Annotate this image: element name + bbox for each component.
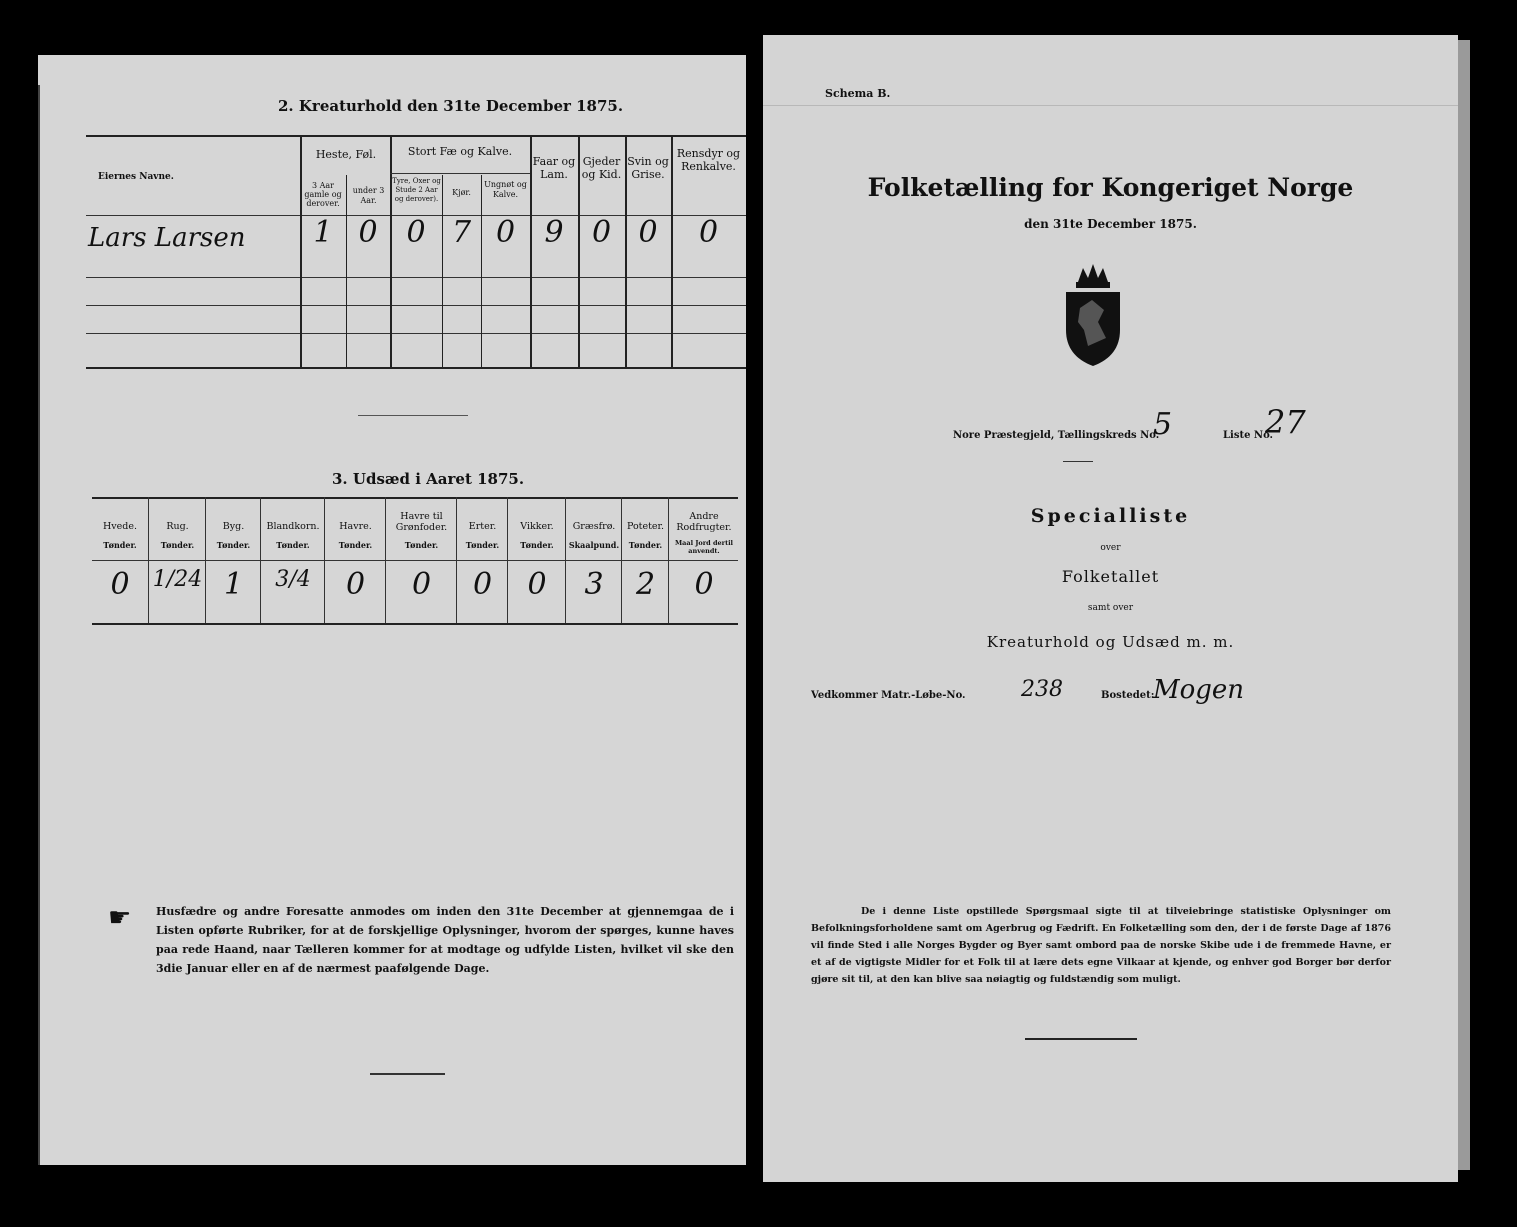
col-line	[300, 135, 302, 367]
parish-label: Nore Præstegjeld, Tællingskreds No.	[953, 430, 1160, 441]
bosted-value: Mogen	[1153, 675, 1245, 705]
seed-header-unit: Tønder.	[338, 540, 373, 550]
col-line	[442, 175, 443, 367]
seed-value: 3	[584, 567, 604, 602]
tyre-header: Tyre, Oxer og Stude 2 Aar og derover).	[392, 177, 441, 203]
main-title: Folketælling for Kongeriget Norge	[867, 173, 1354, 202]
bosted-label: Bostedet:	[1101, 690, 1155, 701]
seed-header-unit: Tønder.	[465, 540, 500, 550]
seed-value: 2	[635, 567, 656, 602]
seed-column	[385, 497, 457, 623]
samt-over-label: samt over	[1087, 603, 1134, 613]
seed-column	[205, 497, 261, 623]
over-label: over	[1100, 543, 1121, 553]
seed-value: 0	[110, 567, 130, 602]
seed-header-unit: Tønder.	[276, 540, 310, 550]
livestock-value: 0	[698, 215, 719, 250]
seed-header-name: Poteter.	[626, 521, 665, 532]
row-rule	[86, 333, 746, 334]
heste-young-header: under 3 Aar.	[352, 186, 385, 205]
seed-header-unit: Tønder.	[216, 540, 251, 550]
seed-value: 0	[345, 567, 366, 602]
seed-column	[621, 497, 669, 623]
livestock-value: 0	[591, 215, 612, 250]
gjeder-header: Gjeder og Kid.	[581, 155, 622, 181]
stort-fae-header: Stort Fæ og Kalve.	[407, 145, 513, 158]
notice-text: Husfædre og andre Foresatte anmodes om inden den 31te December at gjennemgaa de i Listen opførte Rubriker, for at de forskjellige Oplysninger, hvorom der spørges, kunne haves paa rede Haand, naar Tælleren kommer for at modtage og udfylde Listen, hvilket vil ske den 3die Januar eller en af de nærmest paafølgende Dage.	[156, 905, 734, 975]
norwegian-coat-of-arms-icon	[1058, 260, 1128, 370]
seed-header-name: Blandkorn.	[266, 521, 320, 532]
right-page	[763, 35, 1458, 1182]
separator	[358, 415, 468, 416]
table-top-rule	[86, 135, 746, 137]
seed-column	[565, 497, 622, 623]
seed-header-unit: Skaalpund.	[568, 540, 620, 550]
ungnot-header: Ungnøt og Kalve.	[484, 180, 527, 199]
seed-header-unit: Tønder.	[404, 540, 439, 550]
seed-column	[324, 497, 386, 623]
seed-header-name: Græsfrø.	[572, 521, 616, 532]
seed-header-name: Byg.	[222, 521, 245, 532]
seed-header-name: Havre til Grønfoder.	[395, 511, 448, 533]
seed-header-name: Hvede.	[103, 521, 137, 532]
seed-header-unit: Tønder.	[103, 540, 137, 550]
seed-value: 0	[694, 567, 714, 602]
tellingskreds-no: 5	[1153, 407, 1173, 442]
table-bottom-rule	[86, 367, 746, 369]
owner-header: Eiernes Navne.	[98, 172, 174, 182]
section3-title: 3. Udsæd i Aaret 1875.	[332, 470, 525, 488]
page-stack-edge	[1456, 40, 1470, 1170]
livestock-value: 0	[358, 215, 378, 250]
faar-header: Faar og Lam.	[532, 155, 576, 181]
seed-value: 0	[527, 567, 547, 602]
owner-name: Lars Larsen	[88, 223, 246, 253]
folketallet-label: Folketallet	[1061, 567, 1160, 586]
bottom-rule	[1025, 1038, 1137, 1040]
seed-table-bottom-rule	[92, 623, 738, 625]
seed-header-name: Erter.	[468, 521, 497, 532]
livestock-value: 0	[406, 215, 426, 250]
short-rule	[1063, 461, 1093, 462]
heste-header: Heste, Føl.	[315, 148, 377, 161]
heste-old-header: 3 Aar gamle og derover.	[304, 181, 342, 208]
livestock-value: 1	[313, 215, 333, 250]
kreaturhold-label: Kreaturhold og Udsæd m. m.	[986, 633, 1235, 651]
info-paragraph: De i denne Liste opstillede Spørgsmaal sigte til at tilveiebringe statistiske Oplysninger om Befolkningsforholdene samt om Agerbrug og Fædrift. En Folketælling som den, der i de første Dage af 1876 vil finde Sted i alle Norges Bygder og Byer samt ombord paa de norske Skibe ude i de fremmede Havne, er et af de vigtigste Midler for et Folk til at lære dets egne Vilkaar at kjende, og enhver god Borger bør derfor gjøre sit til, at den kan blive saa nøiagtig og fuldstændig som muligt.	[811, 906, 1391, 985]
row-rule	[86, 277, 746, 278]
seed-header-unit: Tønder.	[520, 540, 554, 550]
matr-label: Vedkommer Matr.-Løbe-No.	[811, 690, 966, 701]
seed-column	[507, 497, 566, 623]
left-page	[38, 55, 746, 1165]
left-page-margin-line	[38, 85, 40, 1165]
livestock-value: 0	[638, 215, 658, 250]
row-rule	[86, 305, 746, 306]
seed-column	[260, 497, 325, 623]
bottom-separator	[370, 1073, 445, 1075]
svin-header: Svin og Grise.	[627, 155, 669, 181]
livestock-value: 0	[495, 215, 516, 250]
seed-column	[92, 497, 148, 623]
seed-header-unit: Tønder.	[160, 540, 195, 550]
seed-value: 1	[223, 567, 244, 602]
seed-header-name: Havre.	[339, 521, 372, 532]
date-line: den 31te December 1875.	[1024, 217, 1197, 231]
pointing-hand-icon: ☛	[108, 903, 132, 933]
specialliste-heading: Specialliste	[1030, 505, 1191, 527]
seed-column	[456, 497, 508, 623]
subheader-rule	[390, 173, 530, 174]
seed-header-name: Vikker.	[520, 521, 554, 532]
seed-value: 0	[472, 567, 493, 602]
section2-title: 2. Kreaturhold den 31te December 1875.	[278, 97, 624, 115]
seed-value: 1/24	[152, 567, 203, 592]
seed-header-unit: Maal Jord dertil anvendt.	[674, 539, 734, 555]
seed-value: 0	[411, 567, 432, 602]
seed-header-unit: Tønder.	[628, 540, 663, 550]
seed-header-name: Rug.	[166, 521, 189, 532]
seed-header-name: Andre Rodfrugter.	[676, 511, 732, 533]
rensdyr-header: Rensdyr og Renkalve.	[676, 147, 741, 173]
seed-value: 3/4	[275, 567, 311, 592]
livestock-value: 9	[544, 215, 564, 250]
seed-column	[148, 497, 206, 623]
liste-no: 27	[1265, 403, 1306, 441]
col-line	[390, 135, 392, 367]
matr-no: 238	[1021, 677, 1063, 702]
liste-label: Liste No.	[1223, 430, 1274, 441]
seed-column	[668, 497, 739, 623]
schema-label: Schema B.	[825, 87, 891, 100]
kjor-header: Kjør.	[452, 188, 471, 197]
livestock-value: 7	[451, 215, 472, 250]
col-line	[481, 175, 482, 367]
